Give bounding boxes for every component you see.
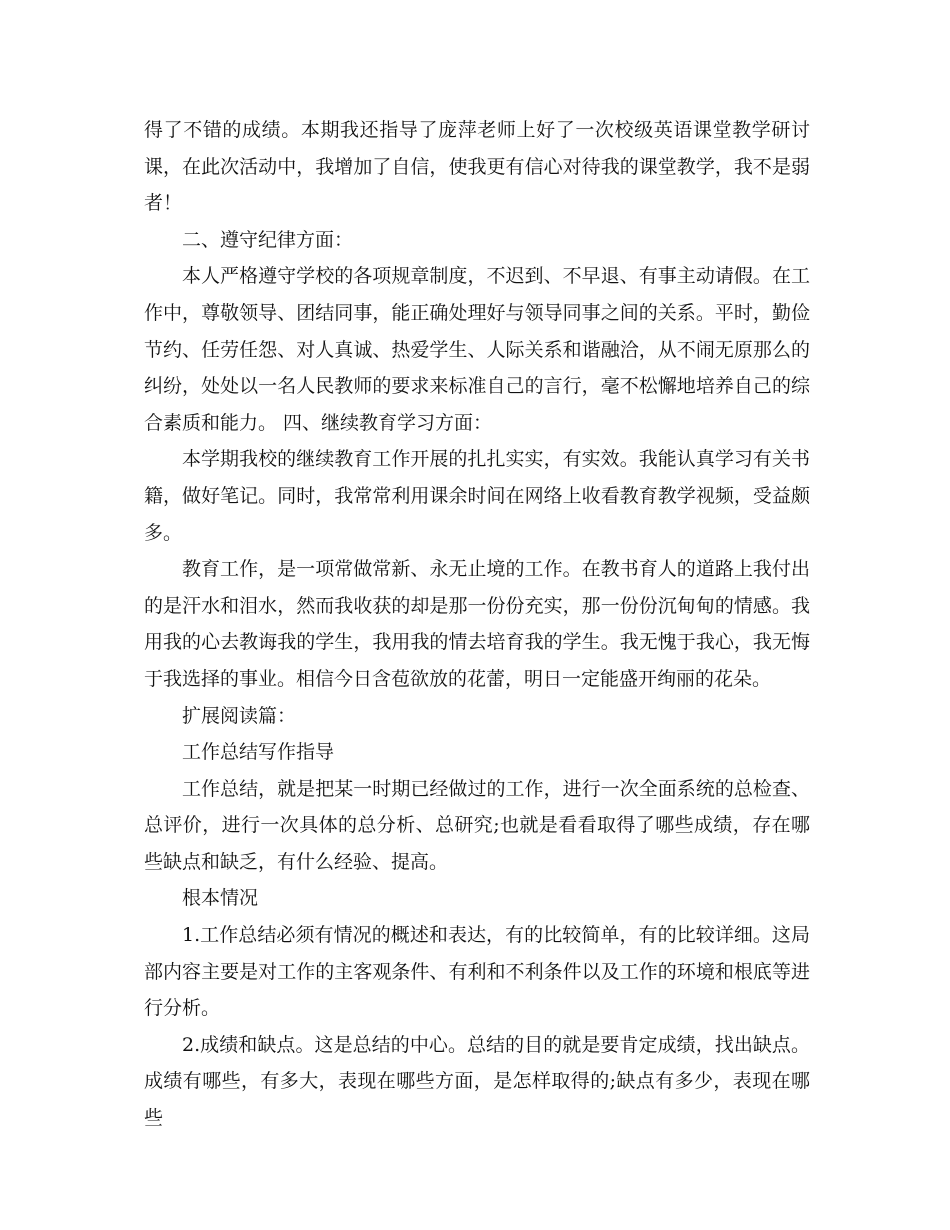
- paragraph-discipline: 本人严格遵守学校的各项规章制度，不迟到、不早退、有事主动请假。在工作中，尊敬领导、团结同事，能正确处理好与领导同事之间的关系。平时，勤俭节约、任劳任怨、对人真诚、热爱学生、人际关系和谐融洽，从不闹无原那么的纠纷，处处以一名人民教师的要求来标准自己的言行，毫不松懈地培养自己的综合素质和能力。 四、继续教育学习方面：: [144, 265, 810, 434]
- paragraph-item-2: 2.成绩和缺点。这是总结的中心。总结的目的就是要肯定成绩，找出缺点。成绩有哪些，有多大，表现在哪些方面，是怎样取得的;缺点有多少，表现在哪些: [144, 1033, 810, 1130]
- heading-basic-situation: 根本情况: [182, 887, 259, 910]
- heading-extended-reading: 扩展阅读篇：: [182, 704, 297, 727]
- paragraph-continuing-education: 本学期我校的继续教育工作开展的扎扎实实，有实效。我能认真学习有关书籍，做好笔记。同时，我常常利用课余时间在网络上收看教育教学视频，受益颇多。: [144, 448, 810, 544]
- paragraph-summary-definition: 工作总结，就是把某一时期已经做过的工作，进行一次全面系统的总检查、总评价，进行一次具体的总分析、总研究;也就是看看取得了哪些成绩，存在哪些缺点和缺乏，有什么经验、提高。: [144, 777, 810, 873]
- heading-writing-guide: 工作总结写作指导: [182, 741, 335, 764]
- document-body: [144, 112, 810, 1137]
- paragraph-item-1: 1.工作总结必须有情况的概述和表达，有的比较简单，有的比较详细。这局部内容主要是对工作的主客观条件、有利和不利条件以及工作的环境和根底等进行分析。: [144, 924, 810, 1020]
- paragraph-achievements-continued: 得了不错的成绩。本期我还指导了庞萍老师上好了一次校级英语课堂教学研讨课，在此次活动中，我增加了自信，使我更有信心对待我的课堂教学，我不是弱者！: [144, 119, 810, 215]
- paragraph-education-work: 教育工作，是一项常做常新、永无止境的工作。在教书育人的道路上我付出的是汗水和泪水，然而我收获的却是那一份份充实，那一份份沉甸甸的情感。我用我的心去教诲我的学生，我用我的情去培育我的学生。我无愧于我心，我无悔于我选择的事业。相信今日含苞欲放的花蕾，明日一定能盛开绚丽的花朵。: [144, 558, 810, 690]
- heading-discipline: 二、遵守纪律方面：: [182, 228, 354, 251]
